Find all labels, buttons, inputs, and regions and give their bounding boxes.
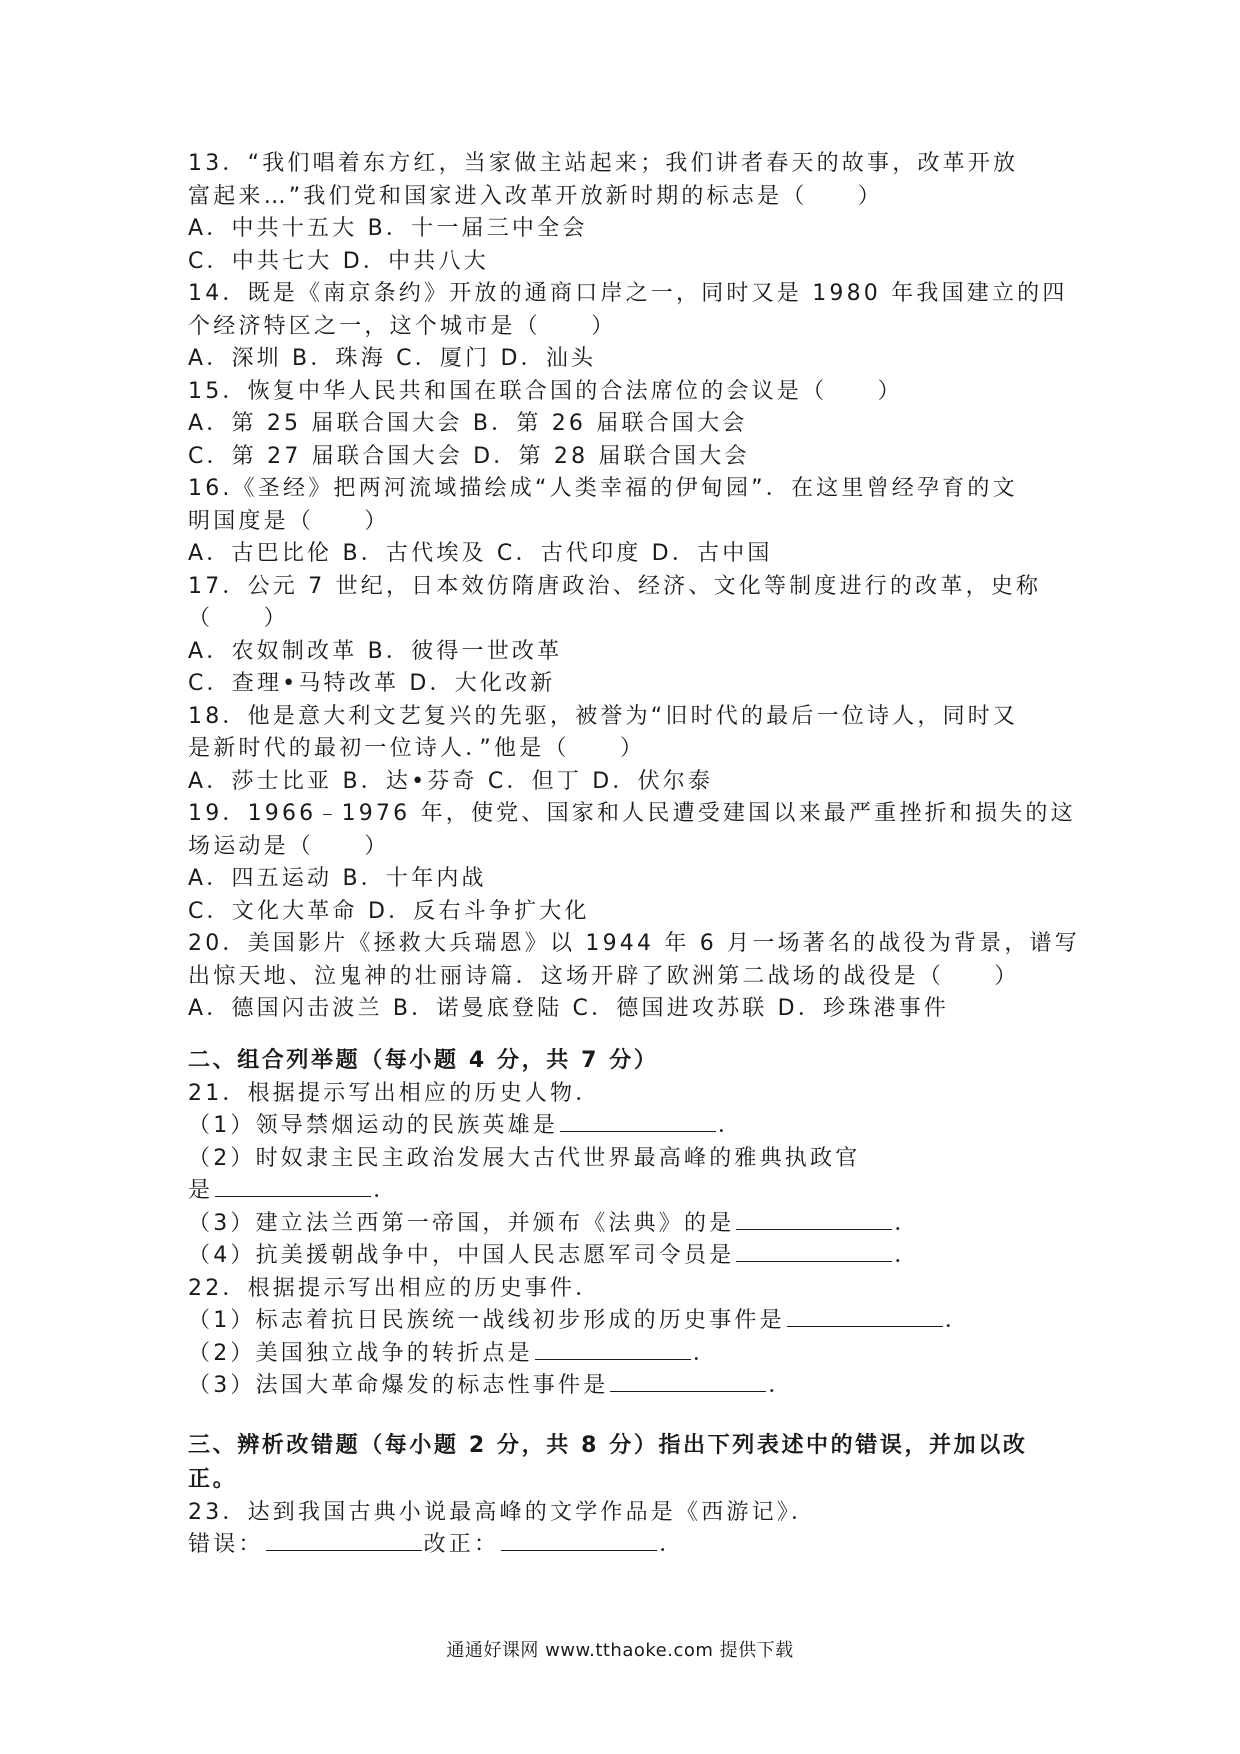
question-line: A．古巴比伦 B．古代埃及 C．古代印度 D．古中国 bbox=[188, 541, 773, 566]
question-line: 16.《圣经》把两河流域描绘成“人类幸福的伊甸园”．在这里曾经孕育的文 bbox=[188, 476, 1018, 501]
question-21-item-1: （1）领导禁烟运动的民族英雄是 ． bbox=[188, 1113, 744, 1138]
question-22-item-3: （3）法国大革命爆发的标志性事件是 ． bbox=[188, 1373, 794, 1398]
question-21-item-4: （4）抗美援朝战争中，中国人民志愿军司令员是 ． bbox=[188, 1243, 920, 1268]
section-3-title: 三、辨析改错题（每小题 2 分，共 8 分）指出下列表述中的错误，并加以改 bbox=[188, 1432, 1028, 1458]
answer-blank[interactable] bbox=[560, 1111, 716, 1132]
answer-blank[interactable] bbox=[787, 1306, 943, 1327]
question-line: 13．“我们唱着东方红，当家做主站起来；我们讲者春天的故事，改革开放 bbox=[188, 151, 1019, 176]
question-line: A．第 25 届联合国大会 B．第 26 届联合国大会 bbox=[188, 411, 748, 436]
question-line: A．莎士比亚 B．达•芬奇 C．但丁 D．伏尔泰 bbox=[188, 768, 714, 794]
answer-blank[interactable] bbox=[736, 1241, 892, 1262]
correction-answer-blank[interactable] bbox=[501, 1530, 657, 1551]
question-line: C．文化大革命 D．反右斗争扩大化 bbox=[188, 898, 590, 924]
question-line: 14．既是《南京条约》开放的通商口岸之一，同时又是 1980 年我国建立的四 bbox=[188, 281, 1068, 306]
footer-source: 通通好课网 www.tthaoke.com 提供下载 bbox=[446, 1640, 794, 1661]
question-line: 19．1966﹣1976 年，使党、国家和人民遭受建国以来最严重挫折和损失的这 bbox=[188, 801, 1076, 826]
question-line: （ ） bbox=[188, 606, 289, 631]
answer-blank[interactable] bbox=[736, 1209, 892, 1230]
exam-page bbox=[188, 148, 1080, 1562]
section-3-title-continued: 正。 bbox=[188, 1466, 238, 1492]
question-line: A．农奴制改革 B．彼得一世改革 bbox=[188, 638, 563, 664]
question-22-item-2: （2）美国独立战争的转折点是 ． bbox=[188, 1340, 719, 1366]
question-21-item-2: （2）时奴隶主民主政治发展大古代世界最高峰的雅典执政官 bbox=[188, 1145, 861, 1171]
question-line: 出惊天地、泣鬼神的壮丽诗篇．这场开辟了欧洲第二战场的战役是（ ） bbox=[188, 963, 1020, 989]
question-21-item-2-continued: 是 ． bbox=[188, 1178, 399, 1203]
question-23-prompt: 23．达到我国古典小说最高峰的文学作品是《西游记》． bbox=[188, 1499, 817, 1525]
question-line: 场运动是（ ） bbox=[188, 833, 390, 859]
question-line: A．四五运动 B．十年内战 bbox=[188, 866, 487, 891]
question-21-prompt: 21．根据提示写出相应的历史人物． bbox=[188, 1080, 601, 1106]
question-line: 是新时代的最初一位诗人．”他是（ ） bbox=[188, 736, 646, 761]
question-line: A．深圳 B．珠海 C．厦门 D．汕头 bbox=[188, 346, 597, 371]
section-2-title: 二、组合列举题（每小题 4 分，共 7 分） bbox=[188, 1047, 659, 1073]
question-line: A．中共十五大 B．十一届三中全会 bbox=[188, 216, 588, 241]
question-line: C．第 27 届联合国大会 D．第 28 届联合国大会 bbox=[188, 443, 750, 469]
question-line: 17．公元 7 世纪，日本效仿隋唐政治、经济、文化等制度进行的改革，史称 bbox=[188, 573, 1042, 599]
question-21-item-3: （3）建立法兰西第一帝国，并颁布《法典》的是 ． bbox=[188, 1210, 920, 1236]
question-line: 15．恢复中华人民共和国在联合国的合法席位的会议是（ ） bbox=[188, 378, 903, 404]
multiple-choice-questions bbox=[188, 148, 1080, 1026]
question-22-item-1: （1）标志着抗日民族统一战线初步形成的历史事件是 ． bbox=[188, 1308, 971, 1333]
question-line: A．德国闪击波兰 B．诺曼底登陆 C．德国进攻苏联 D．珍珠港事件 bbox=[188, 996, 950, 1021]
question-line: 富起来…”我们党和国家进入改革开放新时期的标志是（ ） bbox=[188, 183, 883, 209]
question-line: 个经济特区之一，这个城市是（ ） bbox=[188, 313, 617, 339]
answer-blank[interactable] bbox=[535, 1339, 691, 1360]
error-answer-blank[interactable] bbox=[266, 1530, 422, 1551]
question-23-answer-row: 错误： 改正： ． bbox=[188, 1532, 685, 1557]
question-line: C．中共七大 D．中共八大 bbox=[188, 248, 489, 274]
question-line: C．查理•马特改革 D．大化改新 bbox=[188, 671, 556, 696]
question-line: 18．他是意大利文艺复兴的先驱，被誉为“旧时代的最后一位诗人，同时又 bbox=[188, 703, 1019, 729]
answer-blank[interactable] bbox=[610, 1371, 766, 1392]
question-line: 明国度是（ ） bbox=[188, 508, 390, 534]
answer-blank[interactable] bbox=[215, 1176, 371, 1197]
question-line: 20．美国影片《拯救大兵瑞恩》以 1944 年 6 月一场著名的战役为背景，谱写 bbox=[188, 931, 1080, 956]
question-22-prompt: 22．根据提示写出相应的历史事件． bbox=[188, 1275, 601, 1301]
